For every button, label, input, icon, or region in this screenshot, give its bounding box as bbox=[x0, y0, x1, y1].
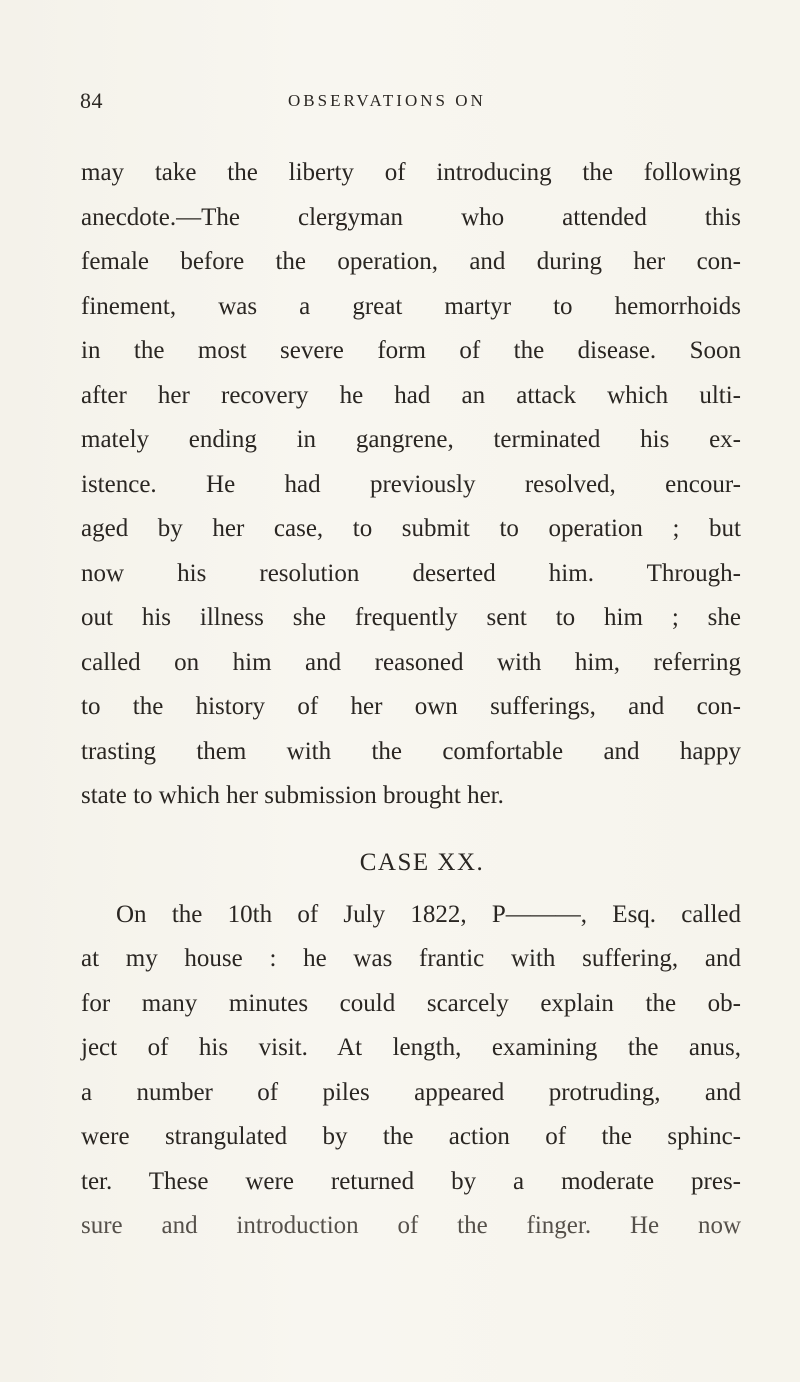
paragraph-anecdote bbox=[81, 151, 741, 819]
text-line: istence. He had previously resolved, encour- bbox=[81, 470, 741, 498]
text-line: a number of piles appeared protruding, and bbox=[81, 1078, 741, 1106]
running-head bbox=[80, 88, 720, 118]
text-line: out his illness she frequently sent to him ; she bbox=[81, 604, 741, 631]
text-line: to the history of her own sufferings, and con- bbox=[81, 693, 741, 720]
text-line: in the most severe form of the disease. Soon bbox=[81, 337, 741, 364]
text-line: aged by her case, to submit to operation ; but bbox=[81, 515, 741, 542]
text-line: may take the liberty of introducing the following bbox=[81, 159, 741, 186]
text-line: now his resolution deserted him. Through- bbox=[81, 559, 741, 587]
page-number: 84 bbox=[80, 88, 103, 113]
text-line: state to which her submission brought her. bbox=[81, 782, 504, 809]
body-text bbox=[81, 151, 741, 1249]
text-line: called on him and reasoned with him, referring bbox=[81, 648, 741, 676]
text-line: ter. These were returned by a moderate pres- bbox=[81, 1167, 741, 1195]
text-line: sure and introduction of the finger. He now bbox=[81, 1212, 741, 1239]
text-line: anecdote.—The clergyman who attended this bbox=[81, 203, 741, 231]
text-line: trasting them with the comfortable and happy bbox=[81, 737, 741, 765]
running-title: OBSERVATIONS ON bbox=[288, 91, 486, 110]
text-line: for many minutes could scarcely explain the ob- bbox=[81, 989, 741, 1017]
text-line: female before the operation, and during her con- bbox=[81, 248, 741, 275]
text-line: mately ending in gangrene, terminated his ex- bbox=[81, 426, 741, 453]
text-line: after her recovery he had an attack which ulti- bbox=[81, 381, 741, 409]
case-heading: CASE XX. bbox=[359, 848, 485, 876]
text-line: at my house : he was frantic with suffering, and bbox=[81, 945, 741, 972]
text-line: were strangulated by the action of the sphinc- bbox=[81, 1123, 741, 1150]
text-line: On the 10th of July 1822, P———, Esq. called bbox=[116, 900, 741, 928]
text-line: ject of his visit. At length, examining the anus, bbox=[81, 1034, 741, 1061]
text-line: finement, was a great martyr to hemorrhoids bbox=[81, 292, 741, 320]
paragraph-case-xx bbox=[81, 893, 741, 1249]
